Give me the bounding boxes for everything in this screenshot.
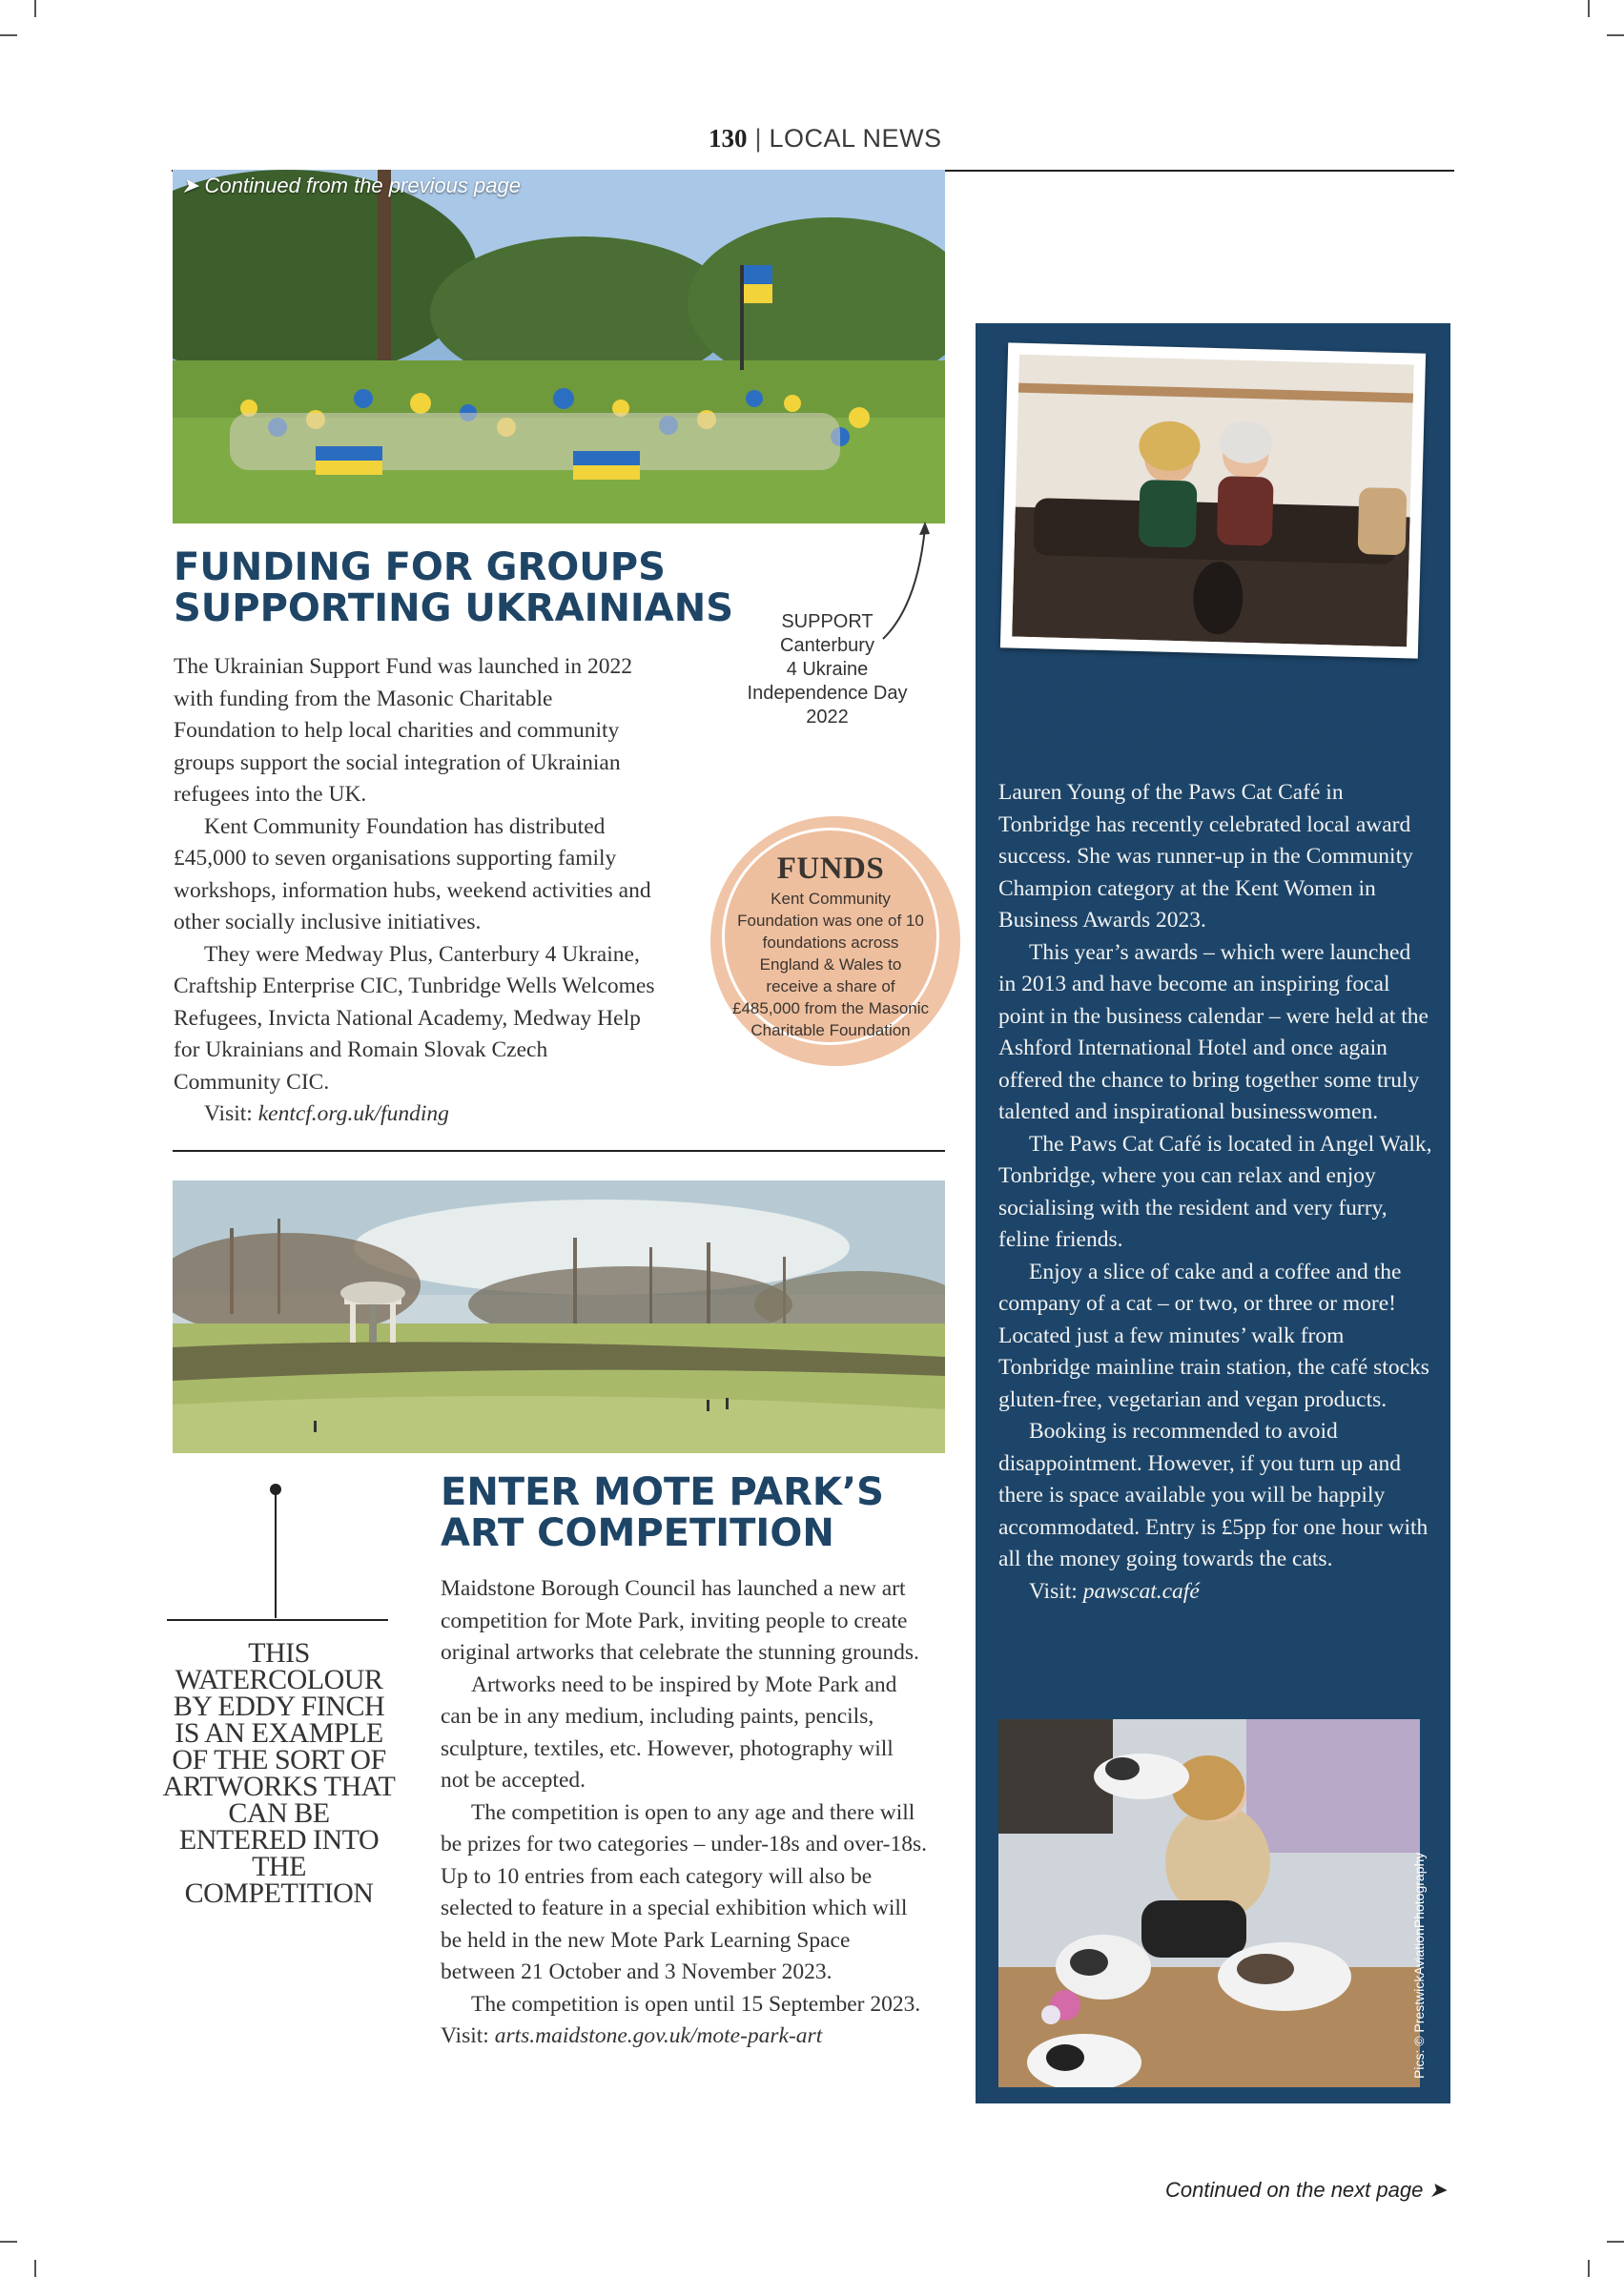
continued-from-previous: ➤ Continued from the previous page — [181, 174, 521, 197]
crop-mark — [1588, 0, 1590, 17]
cafe-para-2: This year’s awards – which were launched in 2013 and have become an inspiring focal point in the business calendar – were held at the Ashford International Hotel and once again offered the chance to bring together some truly talented and inspirational businesswomen. — [998, 939, 1429, 1124]
crop-mark — [0, 2241, 17, 2243]
ukraine-visit: Visit: kentcf.org.uk/funding — [204, 1101, 449, 1126]
ukraine-rally-photo — [173, 170, 945, 523]
mote-park-watercolour — [173, 1180, 945, 1453]
funds-title: FUNDS — [776, 851, 885, 886]
art-headline: ENTER MOTE PARK’S ART COMPETITION — [441, 1470, 884, 1556]
caption-pointer-dot — [270, 1484, 281, 1495]
section-divider — [173, 1150, 945, 1152]
watercolour-caption: THIS WATERCOLOUR BY EDDY FINCH IS AN EXAMPLE OF THE SORT OF ARTWORKS THAT CAN BE ENTERED INTO THE COMPETITION — [162, 1637, 396, 1909]
ukraine-headline: FUNDING FOR GROUPS SUPPORTING UKRAINIANS — [174, 545, 734, 631]
cafe-visit: Visit: pawscat.café — [1029, 1578, 1200, 1604]
cafe-headline: BUSINESS AWARD SUCCESS FOR CAFÉ — [998, 675, 1378, 761]
continued-on-next: Continued on the next page ➤ — [1165, 2178, 1447, 2202]
crop-mark — [0, 34, 17, 36]
funds-callout-inner — [722, 828, 939, 1045]
caption-rule — [167, 1619, 388, 1621]
ukraine-body — [174, 651, 660, 1131]
page-header — [172, 118, 1454, 172]
ukraine-para-2: Kent Community Foundation has distributed £45,000 to seven organisations supporting family workshops, information hubs, weekend activities and other socially inclusive initiatives. — [174, 813, 651, 934]
art-visit-link[interactable]: arts.maidstone.gov.uk/mote-park-art — [494, 2023, 823, 2048]
header-separator: | — [754, 124, 762, 153]
ukraine-para-3: They were Medway Plus, Canterbury 4 Ukraine, Craftship Enterprise CIC, Tunbridge Wells Welcomes Refugees, Invicta National Academy, Medway Help for Ukrainians and Romain Slovak Czech Community CIC. — [174, 941, 655, 1095]
art-body — [441, 1573, 927, 2053]
cafe-cats-photo — [998, 1719, 1420, 2087]
cafe-owners-photo — [1000, 342, 1426, 658]
crop-mark — [34, 0, 36, 17]
page-number: 130 — [709, 124, 748, 153]
cafe-visit-link[interactable]: pawscat.café — [1082, 1578, 1200, 1604]
funds-text: Kent Community Foundation was one of 10 foundations across England & Wales to receive a share of £485,000 from the Masonic Charitable Foundation — [732, 890, 930, 1039]
crop-mark — [1588, 2260, 1590, 2277]
art-para-3: The competition is open to any age and there will be prizes for two categories – under-18s and over-18s. Up to 10 entries from each category will also be selected to feature in a special exhibition which will be held in the new Mote Park Learning Space between 21 October and 3 November 2023. — [441, 1799, 928, 1984]
ukraine-para-1: The Ukrainian Support Fund was launched in 2022 with funding from the Masonic Charitable Foundation to help local charities and community groups support the social integration of Ukrainian refugees into the UK. — [174, 654, 633, 807]
crop-mark — [34, 2260, 36, 2277]
art-para-2: Artworks need to be inspired by Mote Park and can be in any medium, including paints, pencils, sculpture, textiles, etc. However, photography will not be accepted. — [441, 1672, 897, 1793]
cafe-para-5: Booking is recommended to avoid disappointment. However, if you turn up and there is space available you will be happily accommodated. Entry is £5pp for one hour with all the money going towards the cats. — [998, 1419, 1429, 1571]
cafe-para-4: Enjoy a slice of cake and a coffee and the company of a cat – or two, or three or more! Located just a few minutes’ walk from Tonbridge mainline train station, the café stocks gluten-free, vegetarian and vegan products. — [998, 1259, 1429, 1412]
cafe-para-3: The Paws Cat Café is located in Angel Walk, Tonbridge, where you can relax and enjoy socialising with the resident and very furry, feline friends. — [998, 1131, 1432, 1252]
ukraine-visit-link[interactable]: kentcf.org.uk/funding — [257, 1101, 449, 1126]
ukraine-photo-caption: SUPPORT Canterbury 4 Ukraine Independence Day 2022 — [747, 611, 908, 728]
caption-pointer-line — [275, 1489, 277, 1618]
art-para-1: Maidstone Borough Council has launched a new art competition for Mote Park, inviting people to create original artworks that celebrate the stunning grounds. — [441, 1576, 919, 1665]
art-para-4: The competition is open until 15 September 2023. Visit: arts.maidstone.gov.uk/mote-park-art — [441, 1991, 921, 2048]
funds-callout — [710, 816, 960, 1066]
crop-mark — [1607, 34, 1624, 36]
crop-mark — [1607, 2241, 1624, 2243]
photo-credit: Pics: © PrestwickAviationPhotography — [1411, 1852, 1427, 2079]
cafe-body — [998, 777, 1432, 1608]
cafe-para-1: Lauren Young of the Paws Cat Café in Tonbridge has recently celebrated local award success. She was runner-up in the Community Champion category at the Kent Women in Business Awards 2023. — [998, 780, 1413, 933]
section-title: LOCAL NEWS — [769, 124, 942, 153]
